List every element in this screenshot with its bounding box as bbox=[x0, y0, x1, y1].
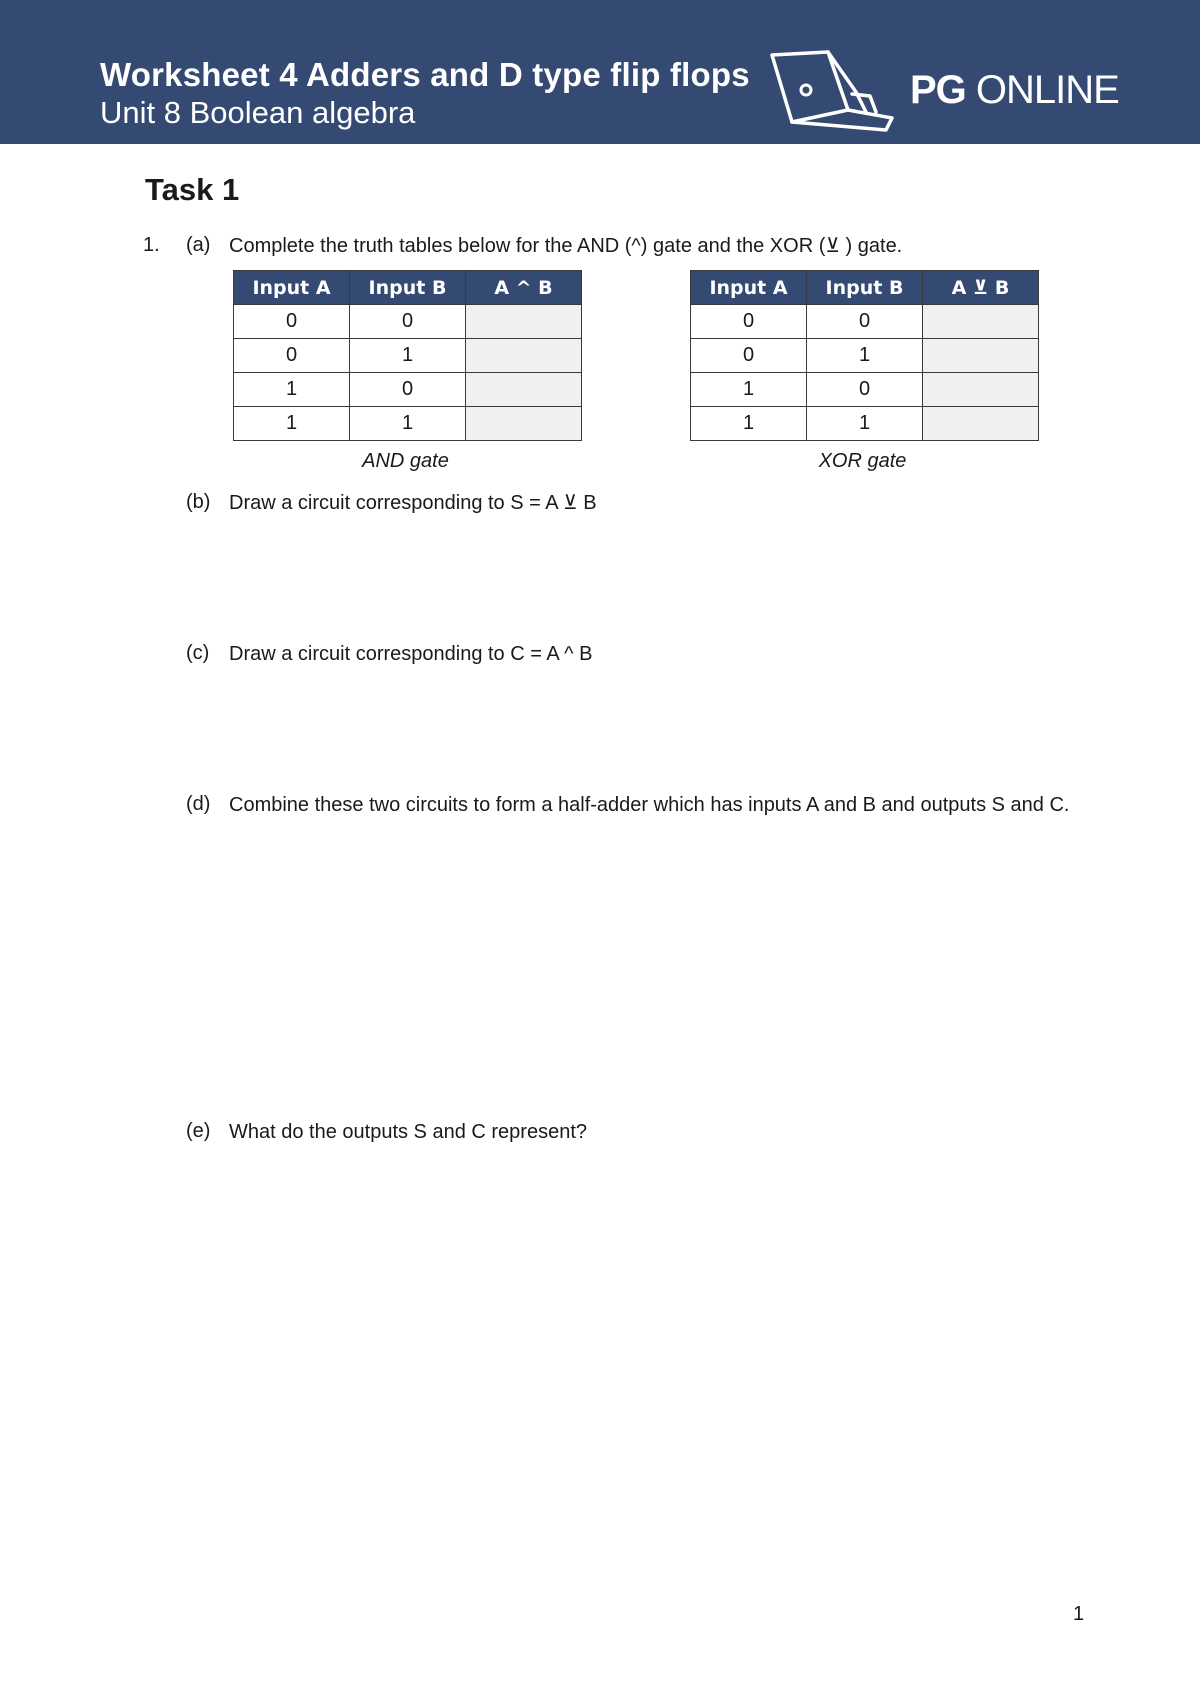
question-d-text: Combine these two circuits to form a half-adder which has inputs A and B and outputs S and C. bbox=[229, 794, 1070, 816]
table-row bbox=[234, 339, 582, 373]
cell-input-b: 1 bbox=[350, 407, 466, 441]
header-input-b: Input B bbox=[350, 271, 466, 305]
and-table-caption: AND gate bbox=[362, 450, 449, 472]
task-heading: Task 1 bbox=[145, 172, 240, 207]
worksheet-title: Worksheet 4 Adders and D type flip flops bbox=[100, 56, 750, 93]
cell-input-a: 0 bbox=[691, 339, 807, 373]
header-input-b: Input B bbox=[807, 271, 923, 305]
table-row bbox=[691, 339, 1039, 373]
and-truth-table bbox=[233, 270, 582, 441]
question-c-letter: (c) bbox=[186, 642, 210, 664]
cell-input-b: 1 bbox=[807, 339, 923, 373]
cell-input-b: 1 bbox=[350, 339, 466, 373]
cell-input-a: 1 bbox=[691, 407, 807, 441]
cell-output-answer[interactable] bbox=[923, 407, 1039, 441]
worksheet-subtitle: Unit 8 Boolean algebra bbox=[100, 95, 416, 130]
question-a-letter: (a) bbox=[186, 234, 211, 256]
cell-input-b: 0 bbox=[807, 373, 923, 407]
cell-output-answer[interactable] bbox=[466, 339, 582, 373]
laptop-logo-icon bbox=[766, 50, 896, 134]
question-b-text: Draw a circuit corresponding to S = A ⊻ B bbox=[229, 492, 597, 514]
cell-output-answer[interactable] bbox=[923, 373, 1039, 407]
table-header-row bbox=[234, 271, 582, 305]
cell-input-a: 0 bbox=[234, 305, 350, 339]
cell-output-answer[interactable] bbox=[466, 407, 582, 441]
cell-input-b: 0 bbox=[350, 373, 466, 407]
header-banner bbox=[0, 0, 1200, 144]
question-a-text: Complete the truth tables below for the AND (^) gate and the XOR (⊻ ) gate. bbox=[229, 235, 903, 257]
header-input-a: Input A bbox=[234, 271, 350, 305]
header-input-a: Input A bbox=[691, 271, 807, 305]
cell-input-a: 1 bbox=[234, 407, 350, 441]
table-row bbox=[234, 373, 582, 407]
cell-input-a: 1 bbox=[234, 373, 350, 407]
table-row bbox=[691, 373, 1039, 407]
cell-input-b: 0 bbox=[807, 305, 923, 339]
cell-input-b: 1 bbox=[807, 407, 923, 441]
cell-output-answer[interactable] bbox=[466, 305, 582, 339]
question-d-letter: (d) bbox=[186, 793, 211, 815]
cell-output-answer[interactable] bbox=[466, 373, 582, 407]
cell-output-answer[interactable] bbox=[923, 339, 1039, 373]
question-c-text: Draw a circuit corresponding to C = A ^ B bbox=[229, 643, 593, 665]
table-row bbox=[234, 407, 582, 441]
xor-table-caption: XOR gate bbox=[818, 450, 907, 472]
question-b-letter: (b) bbox=[186, 491, 211, 513]
question-e-text: What do the outputs S and C represent? bbox=[229, 1121, 587, 1143]
cell-input-a: 0 bbox=[691, 305, 807, 339]
table-row bbox=[234, 305, 582, 339]
page-number: 1 bbox=[1073, 1603, 1085, 1625]
cell-output-answer[interactable] bbox=[923, 305, 1039, 339]
cell-input-b: 0 bbox=[350, 305, 466, 339]
cell-input-a: 0 bbox=[234, 339, 350, 373]
table-row bbox=[691, 407, 1039, 441]
question-e-letter: (e) bbox=[186, 1120, 211, 1142]
table-row bbox=[691, 305, 1039, 339]
cell-input-a: 1 bbox=[691, 373, 807, 407]
question-number: 1. bbox=[143, 234, 160, 256]
xor-truth-table bbox=[690, 270, 1039, 441]
header-output: A ⊻ B bbox=[923, 271, 1039, 305]
header-output: A ^ B bbox=[466, 271, 582, 305]
table-header-row bbox=[691, 271, 1039, 305]
pg-online-logo: PG ONLINE bbox=[910, 68, 1119, 112]
